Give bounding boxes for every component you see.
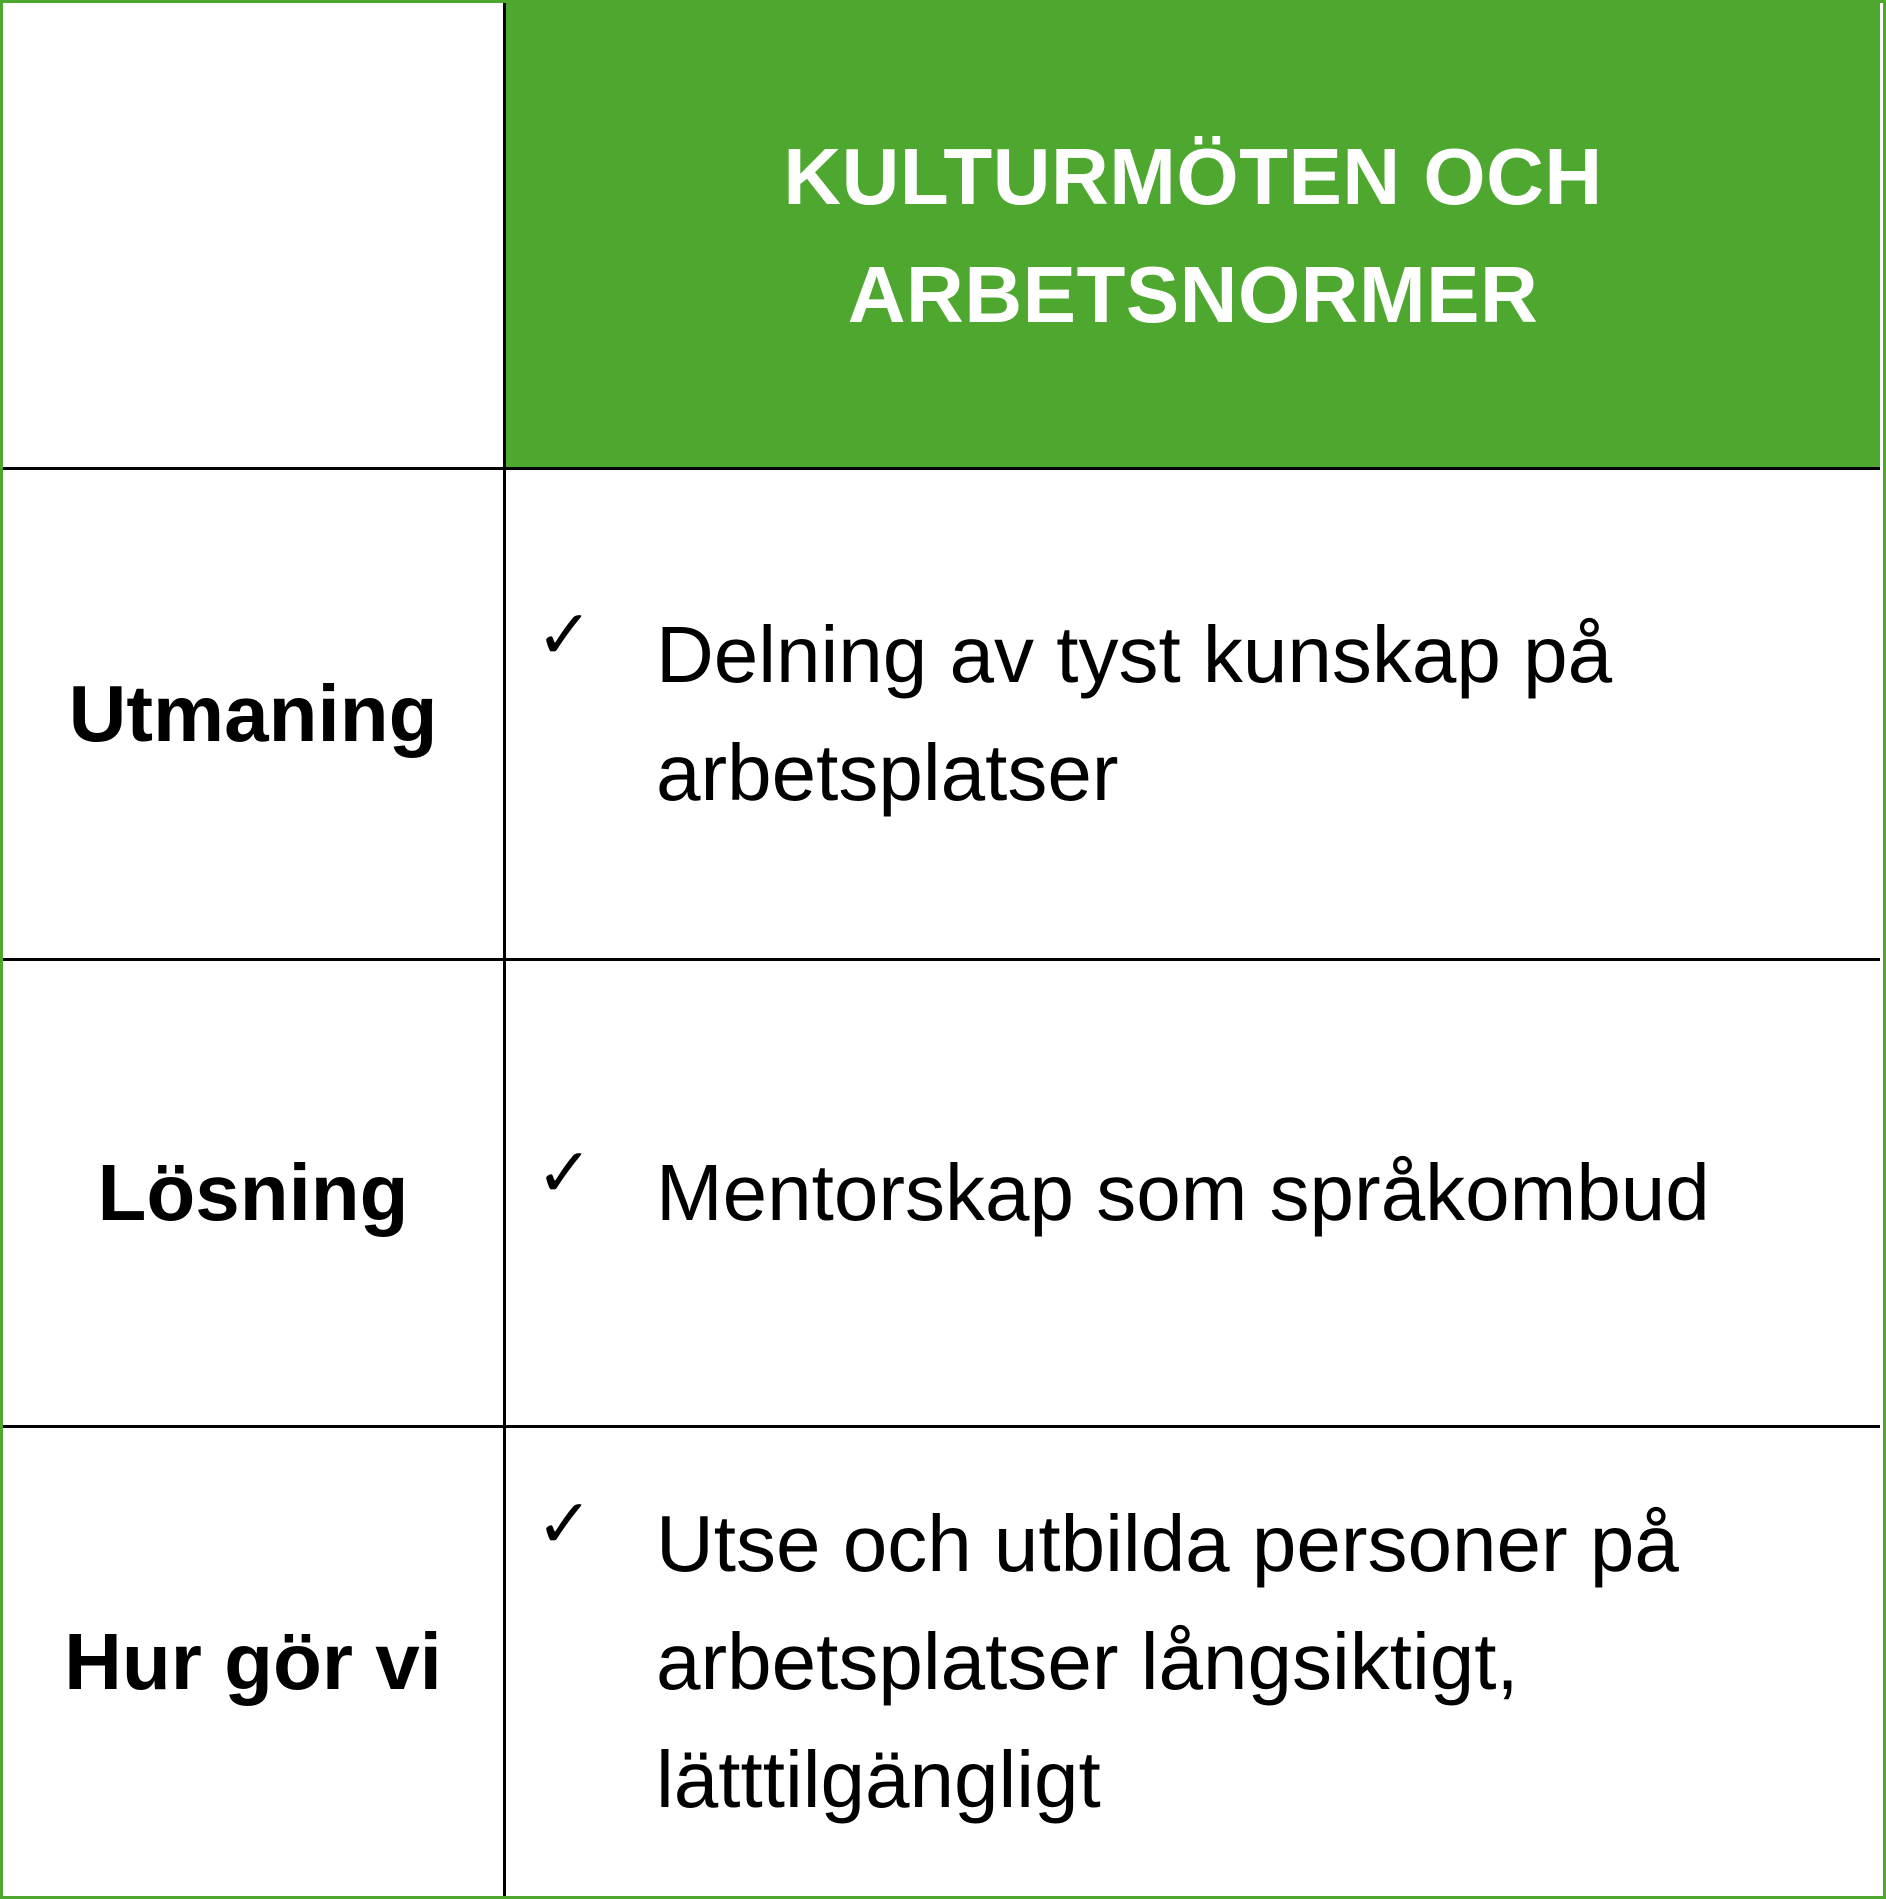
table-header [506,3,1880,468]
checkmark-icon: ✓ [536,596,593,675]
list-item [506,1134,1880,1252]
row-content-hur-gor-vi [506,1428,1880,1896]
list-item [506,1485,1880,1839]
row-label-utmaning: Utmaning [68,669,438,758]
row-content-utmaning [506,470,1880,958]
checkmark-icon: ✓ [536,1134,593,1213]
item-text: Utse och utbilda personer på arbetsplatser långsiktigt, lätttilgängligt [656,1499,1679,1824]
list-item [506,596,1880,832]
row-content-losning [506,961,1880,1425]
row-label-losning: Lösning [97,1148,409,1237]
row-label-hur-gor-vi: Hur gör vi [64,1617,442,1706]
item-text: Mentorskap som språkombud [656,1148,1710,1237]
item-text: Delning av tyst kunskap på arbetsplatser [656,610,1613,817]
checkmark-icon: ✓ [536,1485,593,1564]
table-title: KULTURMÖTEN OCH ARBETSNORMER [783,131,1603,339]
